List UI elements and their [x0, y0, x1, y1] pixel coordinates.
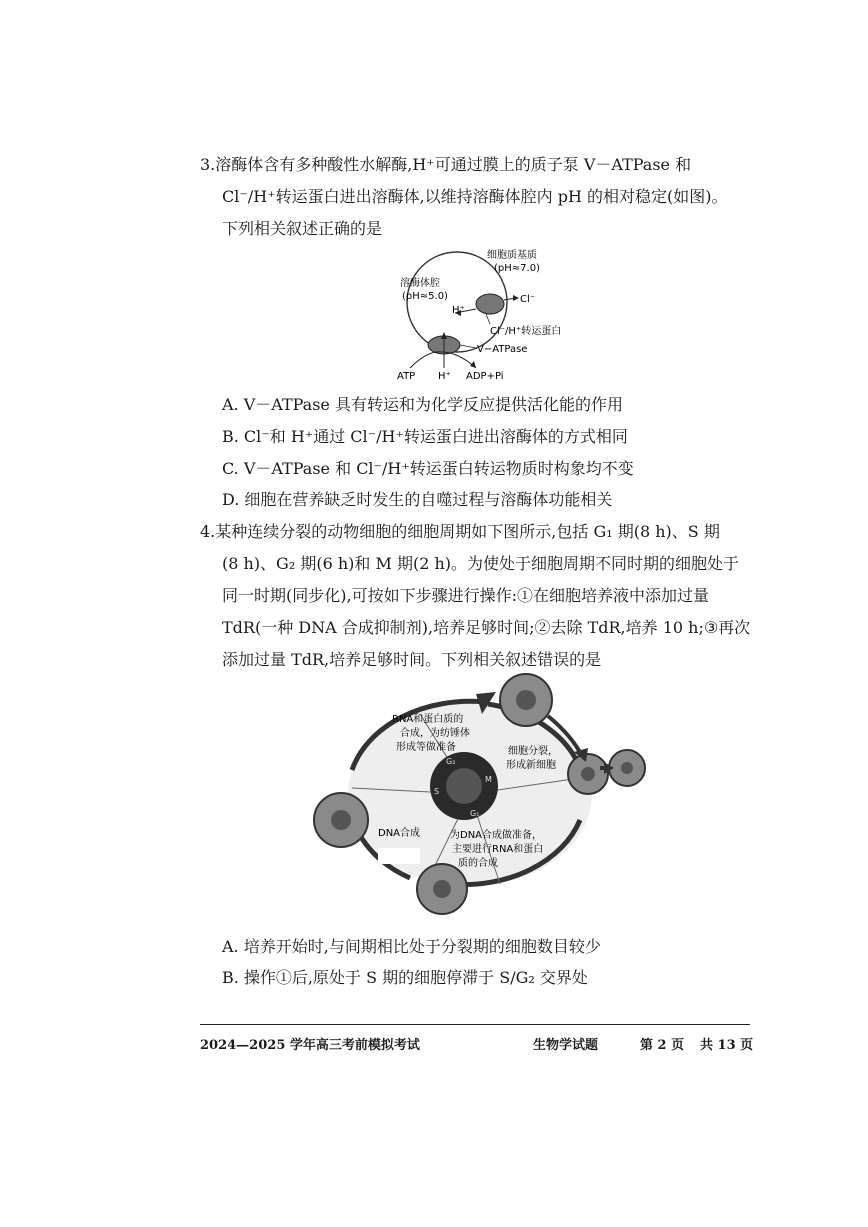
q3-option-d: D. 细胞在营养缺乏时发生的自噬过程与溶酶体功能相关 [222, 490, 613, 509]
q4-stem-line-4: TdR(一种 DNA 合成抑制剂),培养足够时间;②去除 TdR,培养 10 h;③再次 [222, 618, 751, 637]
q3-option-a: A. V－ATPase 具有转运和为化学反应提供活化能的作用 [222, 395, 623, 414]
lumen-ph-label: (pH≈5.0) [402, 291, 448, 302]
center-m-label: M [485, 775, 492, 784]
adp-pi-label: ADP+Pi [466, 371, 504, 382]
g2-phase-label-1: RNA和蛋白质的 [392, 714, 464, 725]
lysosome-diagram [380, 240, 590, 385]
q4-stem-line-3: 同一时期(同步化),可按如下步骤进行操作:①在细胞培养液中添加过量 [222, 586, 709, 605]
m-phase-label-1: 细胞分裂， [508, 746, 558, 757]
proton-bottom-label: H⁺ [438, 371, 451, 382]
footer-total-pages: 共 13 页 [700, 1038, 754, 1053]
cytosol-ph-label: (pH≈7.0) [494, 263, 540, 274]
proton-inner-label: H⁺ [452, 305, 465, 316]
q4-option-a: A. 培养开始时,与间期相比处于分裂期的细胞数目较少 [222, 937, 601, 956]
chloride-proton-transporter [476, 294, 504, 314]
footer-subject: 生物学试题 [533, 1038, 599, 1053]
cell-cycle-diagram [310, 670, 650, 920]
center-s-label: S [434, 787, 440, 796]
q3-stem-line-1: 3.溶酶体含有多种酸性水解酶,H⁺可通过膜上的质子泵 V－ATPase 和 [200, 155, 692, 174]
q4-stem-line-1: 4.某种连续分裂的动物细胞的细胞周期如下图所示,包括 G₁ 期(8 h)、S 期 [200, 522, 720, 541]
lumen-label: 溶酶体腔 [400, 278, 440, 289]
chloride-label: Cl⁻ [520, 294, 536, 305]
g1-phase-label-2: 主要进行RNA和蛋白 [452, 844, 544, 855]
q3-option-b: B. Cl⁻和 H⁺通过 Cl⁻/H⁺转运蛋白进出溶酶体的方式相同 [222, 427, 628, 446]
g2-phase-label-3: 形成等做准备 [396, 742, 456, 753]
m-phase-label-2: 形成新细胞 [506, 760, 556, 771]
g2-phase-label-2: 合成，为纺锤体 [400, 728, 470, 739]
s-phase-label: DNA合成 [378, 828, 421, 839]
q3-option-c: C. V－ATPase 和 Cl⁻/H⁺转运蛋白转运物质时构象均不变 [222, 459, 634, 478]
footer-exam-name: 2024—2025 学年高三考前模拟考试 [200, 1038, 420, 1053]
q4-stem-line-2: (8 h)、G₂ 期(6 h)和 M 期(2 h)。为使处于细胞周期不同时期的细胞处于 [222, 554, 740, 573]
q4-stem-line-5: 添加过量 TdR,培养足够时间。下列相关叙述错误的是 [222, 650, 602, 669]
center-g2-label: G₂ [446, 757, 456, 766]
footer-rule [200, 1024, 750, 1025]
v-atpase-label: V−ATPase [477, 344, 528, 355]
atp-label: ATP [397, 371, 416, 382]
transporter-label: Cl⁻/H⁺转运蛋白 [490, 326, 562, 337]
g1-phase-label-1: 为DNA合成做准备， [450, 830, 543, 841]
q4-option-b: B. 操作①后,原处于 S 期的细胞停滞于 S/G₂ 交界处 [222, 968, 588, 987]
g1-phase-label-3: 质的合成 [458, 858, 498, 869]
footer-page-number: 第 2 页 [640, 1038, 685, 1053]
q3-stem-line-2: Cl⁻/H⁺转运蛋白进出溶酶体,以维持溶酶体腔内 pH 的相对稳定(如图)。 [222, 187, 728, 206]
cytosol-label: 细胞质基质 [487, 250, 537, 261]
redaction-box [378, 848, 420, 864]
center-g1-label: G₁ [470, 809, 480, 818]
q3-stem-line-3: 下列相关叙述正确的是 [222, 219, 383, 238]
